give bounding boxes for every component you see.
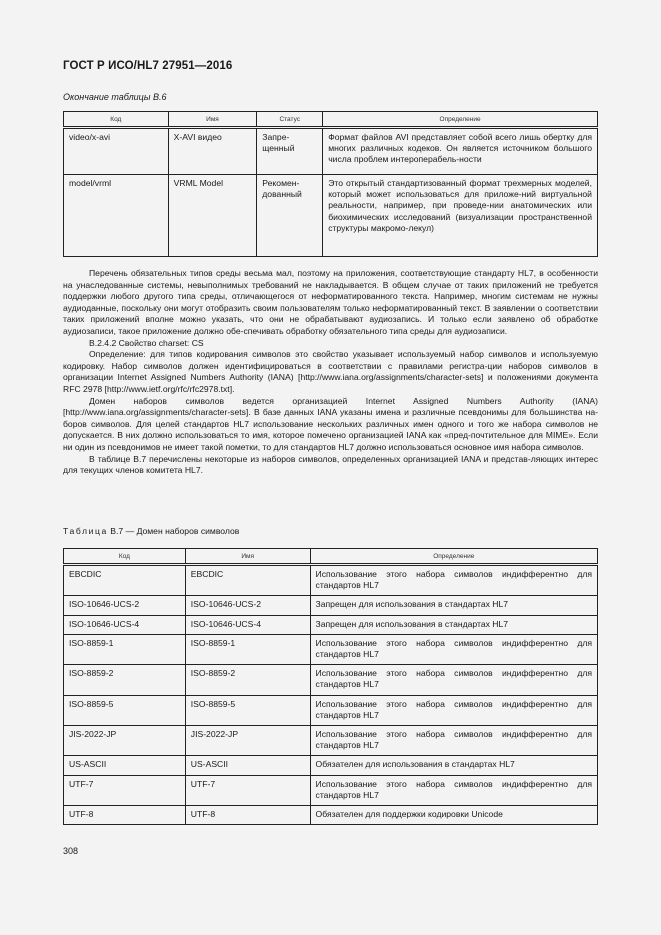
table-row [64, 665, 598, 695]
cell-code: ISO-8859-1 [64, 634, 186, 664]
table-row [64, 128, 598, 175]
table-row [64, 565, 598, 596]
cell-status: Рекомен-дованный [257, 175, 323, 257]
column-header-code: Код [64, 112, 169, 128]
page-number: 308 [63, 846, 79, 856]
table-row [64, 175, 598, 257]
cell-code: JIS-2022-JP [64, 726, 186, 756]
column-header-name: Имя [185, 549, 310, 565]
cell-name: JIS-2022-JP [185, 726, 310, 756]
paragraph: Домен наборов символов ведется организацией Internet Assigned Numbers Authority (IANA) [http://www.iana.org/assignments/character-sets]. В базе данных IANA указаны имена и различные псевдонимы для большинства на-боров символов. Для целей стандартов HL7 использование нескольких различных имен одного и того же набора символов не допускается. В них должно использоваться то имя, которое помечено организацией IANA как «пред-почтительное для MIME». Если ни один из псевдонимов не имеет такой пометки, то для стандартов HL7 должно использоваться основное имя набора символов. [63, 395, 598, 452]
cell-code: video/x-avi [64, 128, 169, 175]
table-row [64, 596, 598, 615]
table-b7-caption [63, 526, 239, 536]
cell-name: EBCDIC [185, 565, 310, 596]
paragraph: Перечень обязательных типов среды весьма мал, поэтому на приложения, соответствующие стандарту HL7, в особенности на унаследованные системы, невыполнимых требований не накладывается. В общем случае от таких приложений не требуется поддержки любого другого типа среды, отличающегося от неформатированного текста. Например, многим системам не нужны аудиоданные, поскольку они могут отобразить своим пользователям только неформатированный текст. В заявлении о соответствии таких приложений вполне можно указать, что они не обрабатывают аудиозапись. И только если заявлено об обработке аудиозаписи, такое приложение должно обе-спечивать обработку обязательного типа среды для аудиозаписи. [63, 268, 598, 336]
table-caption-prefix: Таблица [63, 526, 108, 536]
document-header: ГОСТ Р ИСО/HL7 27951—2016 [63, 60, 233, 72]
cell-name: VRML Model [168, 175, 257, 257]
body-text [63, 268, 598, 477]
cell-definition: Обязателен для поддержки кодировки Unicode [310, 806, 597, 825]
cell-definition: Обязателен для использования в стандартах HL7 [310, 756, 597, 775]
cell-definition: Это открытый стандартизованный формат трехмерных моделей, который может использоваться для приложе-ний виртуальной реальности, например, при проведе-нии анатомических или биохимических исследований (визуализации пространственной структуры макромо-лекул) [323, 175, 598, 257]
cell-code: ISO-10646-UCS-4 [64, 615, 186, 634]
cell-code: model/vrml [64, 175, 169, 257]
cell-code: UTF-7 [64, 775, 186, 805]
cell-definition: Использование этого набора символов индифферентно для стандартов HL7 [310, 665, 597, 695]
table-row [64, 806, 598, 825]
cell-definition: Формат файлов AVI представляет собой всего лишь обертку для многих различных кодеков. Он является источником большого числа проблем интероперабель-ности [323, 128, 598, 175]
table-row [64, 634, 598, 664]
paragraph: Определение: для типов кодирования символов это свойство указывает используемый набор символов и используемую кодировку. Набор символов должен идентифицироваться в соответствии с правилами регистра-ции наборов символов в организации Internet Assigned Numbers Authority (IANA) [http://www.iana.org/assignments/character-sets] и положениями документа RFC 2978 [http://www.ietf.org/rfc/rfc2978.txt]. [63, 349, 598, 394]
cell-code: UTF-8 [64, 806, 186, 825]
table-row [64, 775, 598, 805]
table-row [64, 726, 598, 756]
cell-name: ISO-8859-2 [185, 665, 310, 695]
column-header-code: Код [64, 549, 186, 565]
table-b6 [63, 111, 598, 257]
column-header-definition: Определение [310, 549, 597, 565]
column-header-name: Имя [168, 112, 257, 128]
column-header-status: Статус [257, 112, 323, 128]
table-header-row [64, 549, 598, 565]
cell-code: ISO-8859-5 [64, 695, 186, 725]
cell-definition: Использование этого набора символов индифферентно для стандартов HL7 [310, 695, 597, 725]
cell-code: EBCDIC [64, 565, 186, 596]
cell-code: US-ASCII [64, 756, 186, 775]
cell-code: ISO-8859-2 [64, 665, 186, 695]
cell-definition: Запрещен для использования в стандартах HL7 [310, 596, 597, 615]
cell-code: ISO-10646-UCS-2 [64, 596, 186, 615]
column-header-definition: Определение [323, 112, 598, 128]
cell-name: X-AVI видео [168, 128, 257, 175]
cell-name: ISO-10646-UCS-4 [185, 615, 310, 634]
cell-status: Запре-щенный [257, 128, 323, 175]
table-row [64, 615, 598, 634]
table-row [64, 756, 598, 775]
cell-definition: Использование этого набора символов индифферентно для стандартов HL7 [310, 634, 597, 664]
table-b7 [63, 548, 598, 825]
cell-name: US-ASCII [185, 756, 310, 775]
cell-definition: Использование этого набора символов индифферентно для стандартов HL7 [310, 726, 597, 756]
table-b6-continuation-caption: Окончание таблицы В.6 [63, 92, 167, 102]
cell-name: ISO-8859-5 [185, 695, 310, 725]
table-row [64, 695, 598, 725]
cell-name: ISO-8859-1 [185, 634, 310, 664]
cell-name: ISO-10646-UCS-2 [185, 596, 310, 615]
cell-name: UTF-8 [185, 806, 310, 825]
paragraph: В таблице В.7 перечислены некоторые из наборов символов, определенных организацией IANA и представ-ляющих интерес для текущих членов комитета HL7. [63, 453, 598, 476]
section-heading-b242: В.2.4.2 Свойство charset: CS [89, 337, 204, 348]
cell-definition: Использование этого набора символов индифферентно для стандартов HL7 [310, 565, 597, 596]
table-header-row [64, 112, 598, 128]
table-caption-title: В.7 — Домен наборов символов [110, 526, 240, 536]
cell-definition: Запрещен для использования в стандартах HL7 [310, 615, 597, 634]
cell-name: UTF-7 [185, 775, 310, 805]
cell-definition: Использование этого набора символов индифферентно для стандартов HL7 [310, 775, 597, 805]
